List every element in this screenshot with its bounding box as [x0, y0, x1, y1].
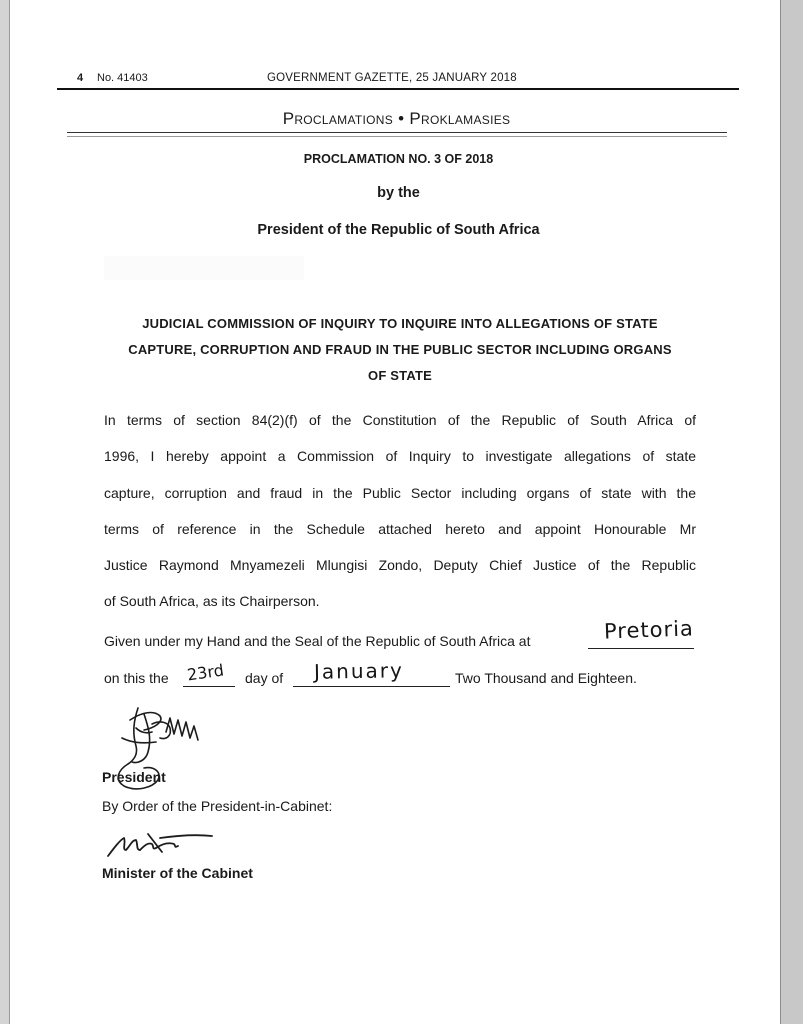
by-order-label: By Order of the President-in-Cabinet: [102, 798, 333, 814]
title-line: OF STATE [368, 368, 432, 383]
given-under-hand-text: Given under my Hand and the Seal of the Republic of South Africa at [104, 633, 531, 649]
proclamation-number: PROCLAMATION NO. 3 OF 2018 [303, 152, 494, 166]
month-blank-line [293, 686, 450, 687]
body-line: of South Africa, as its Chairperson. [104, 593, 320, 610]
gazette-title: GOVERNMENT GAZETTE, 25 JANUARY 2018 [267, 72, 517, 84]
on-this-the-text: on this the [104, 670, 169, 686]
section-rule-top [67, 132, 727, 133]
body-line: terms of reference in the Schedule attached hereto and appoint Honourable Mr [104, 520, 696, 537]
section-title: Proclamations • Proklamasies [282, 109, 511, 128]
place-blank-line [588, 648, 694, 649]
title-line: JUDICIAL COMMISSION OF INQUIRY TO INQUIRE INTO ALLEGATIONS OF STATE [142, 316, 658, 331]
president-label: President [102, 769, 166, 785]
handwritten-place: Pretoria [603, 616, 695, 644]
issuer-line: President of the Republic of South Africa [257, 222, 540, 238]
body-line: In terms of section 84(2)(f) of the Constitution of the Republic of South Africa of [104, 412, 696, 428]
handwritten-day: 23rd [185, 660, 225, 685]
handwritten-month: January [313, 658, 405, 684]
year-text: Two Thousand and Eighteen. [455, 670, 637, 686]
proclamation-body [104, 402, 696, 620]
section-rule-bottom [67, 136, 727, 137]
gazette-number: No. 41403 [97, 72, 148, 84]
body-line: capture, corruption and fraud in the Public Sector including organs of state with the [104, 484, 696, 501]
body-line: Justice Raymond Mnyamezeli Mlungisi Zondo, Deputy Chief Justice of the Republic [104, 557, 696, 574]
title-line: CAPTURE, CORRUPTION AND FRAUD IN THE PUBLIC SECTOR INCLUDING ORGANS [128, 342, 672, 357]
day-blank-line [183, 686, 235, 687]
day-of-text: day of [245, 670, 284, 686]
by-the-text: by the [377, 185, 420, 201]
proclamation-title [100, 311, 700, 389]
scan-smudge [104, 256, 304, 280]
header-rule [57, 88, 739, 90]
body-line: 1996, I hereby appoint a Commission of Inquiry to investigate allegations of state [104, 448, 696, 465]
minister-label: Minister of the Cabinet [102, 865, 253, 881]
page-number: 4 [77, 72, 84, 84]
minister-signature [104, 828, 219, 862]
